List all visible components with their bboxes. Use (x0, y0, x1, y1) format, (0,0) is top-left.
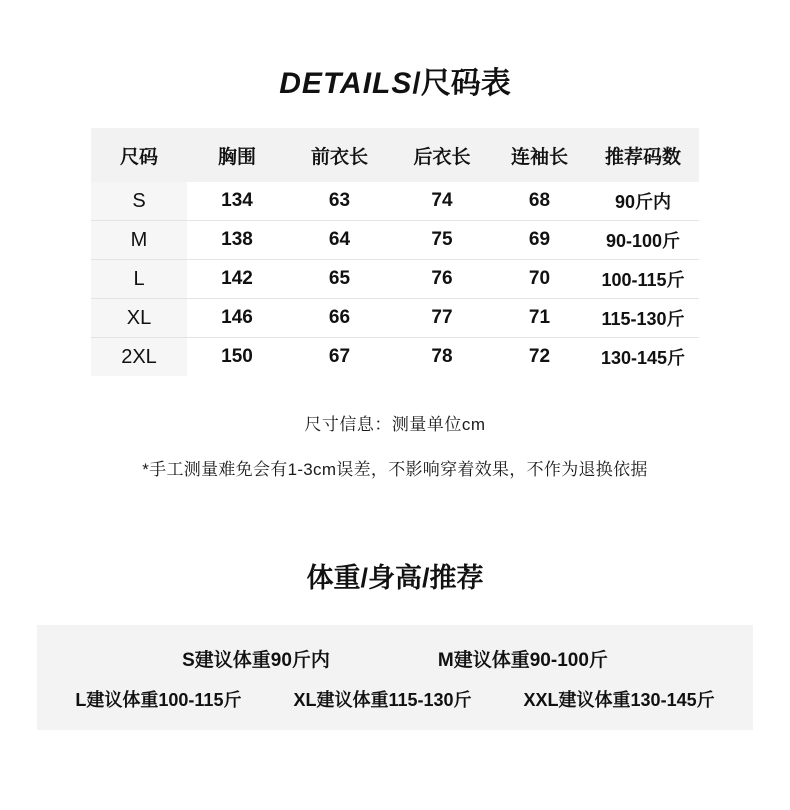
weight-item-xxl: XXL建议体重130-145斤 (523, 690, 715, 710)
cell-back-length: 77 (431, 307, 453, 328)
cell-bust: 150 (221, 346, 253, 367)
header-size: 尺码 (91, 128, 187, 182)
cell-size: XL (91, 299, 187, 338)
weight-item-l: L建议体重100-115斤 (75, 690, 242, 710)
cell-size: S (91, 182, 187, 221)
cell-front-length: 66 (328, 307, 351, 328)
cell-recommended: 100-115斤 (601, 270, 685, 290)
cell-front-length: 67 (328, 346, 351, 367)
cell-recommended: 90斤内 (614, 192, 672, 212)
weight-item-s: S建议体重90斤内 (182, 650, 330, 671)
cell-back-length: 78 (431, 346, 453, 367)
header-back-length: 后衣长 (392, 128, 492, 182)
cell-front-length: 63 (328, 190, 351, 211)
cell-size: M (91, 221, 187, 260)
cell-front-length: 65 (328, 268, 351, 289)
cell-size: 2XL (91, 338, 187, 377)
cell-bust: 146 (221, 307, 253, 328)
cell-sleeve-length: 68 (528, 190, 551, 211)
tolerance-note: *手工测量难免会有1-3cm误差，不影响穿着效果，不作为退换依据 (142, 460, 648, 479)
page-title-en: DETAILS (279, 67, 413, 100)
header-front-length: 前衣长 (287, 128, 392, 182)
cell-size: L (91, 260, 187, 299)
table-header-row (91, 128, 699, 182)
table-row (91, 299, 699, 338)
cell-back-length: 76 (431, 268, 453, 289)
header-sleeve-length: 连袖长 (492, 128, 587, 182)
table-row (91, 338, 699, 377)
cell-recommended: 90-100斤 (605, 231, 681, 251)
header-bust: 胸围 (187, 128, 287, 182)
cell-sleeve-length: 72 (528, 346, 551, 367)
weight-row-top (37, 645, 753, 672)
table-row (91, 221, 699, 260)
cell-back-length: 74 (431, 190, 453, 211)
page-title-cn: 尺码表 (420, 67, 511, 100)
weight-row-bottom (37, 686, 753, 712)
cell-bust: 138 (221, 229, 253, 250)
cell-sleeve-length: 70 (528, 268, 551, 289)
size-table-head (91, 128, 699, 182)
details-title-block (0, 0, 790, 102)
cell-bust: 142 (221, 268, 253, 289)
size-table-wrap (91, 128, 699, 376)
cell-recommended: 115-130斤 (601, 309, 685, 329)
cell-sleeve-length: 71 (528, 307, 551, 328)
cell-front-length: 64 (328, 229, 351, 250)
cell-back-length: 75 (431, 229, 453, 250)
cell-sleeve-length: 69 (528, 229, 551, 250)
header-recommended: 推荐码数 (587, 128, 699, 182)
weight-recommendation-panel (37, 625, 753, 730)
page-title (279, 58, 510, 102)
cell-bust: 134 (221, 190, 253, 211)
weight-section-heading: 体重/身高/推荐 (306, 563, 484, 593)
table-row (91, 260, 699, 299)
weight-item-xl: XL建议体重115-130斤 (293, 690, 472, 710)
table-row (91, 182, 699, 221)
measurement-unit-note: 尺寸信息：测量单位cm (304, 415, 486, 434)
size-table (91, 128, 699, 376)
size-table-body (91, 182, 699, 376)
weight-item-m: M建议体重90-100斤 (437, 650, 608, 671)
page-title-slash: / (412, 67, 421, 100)
cell-recommended: 130-145斤 (600, 348, 686, 368)
